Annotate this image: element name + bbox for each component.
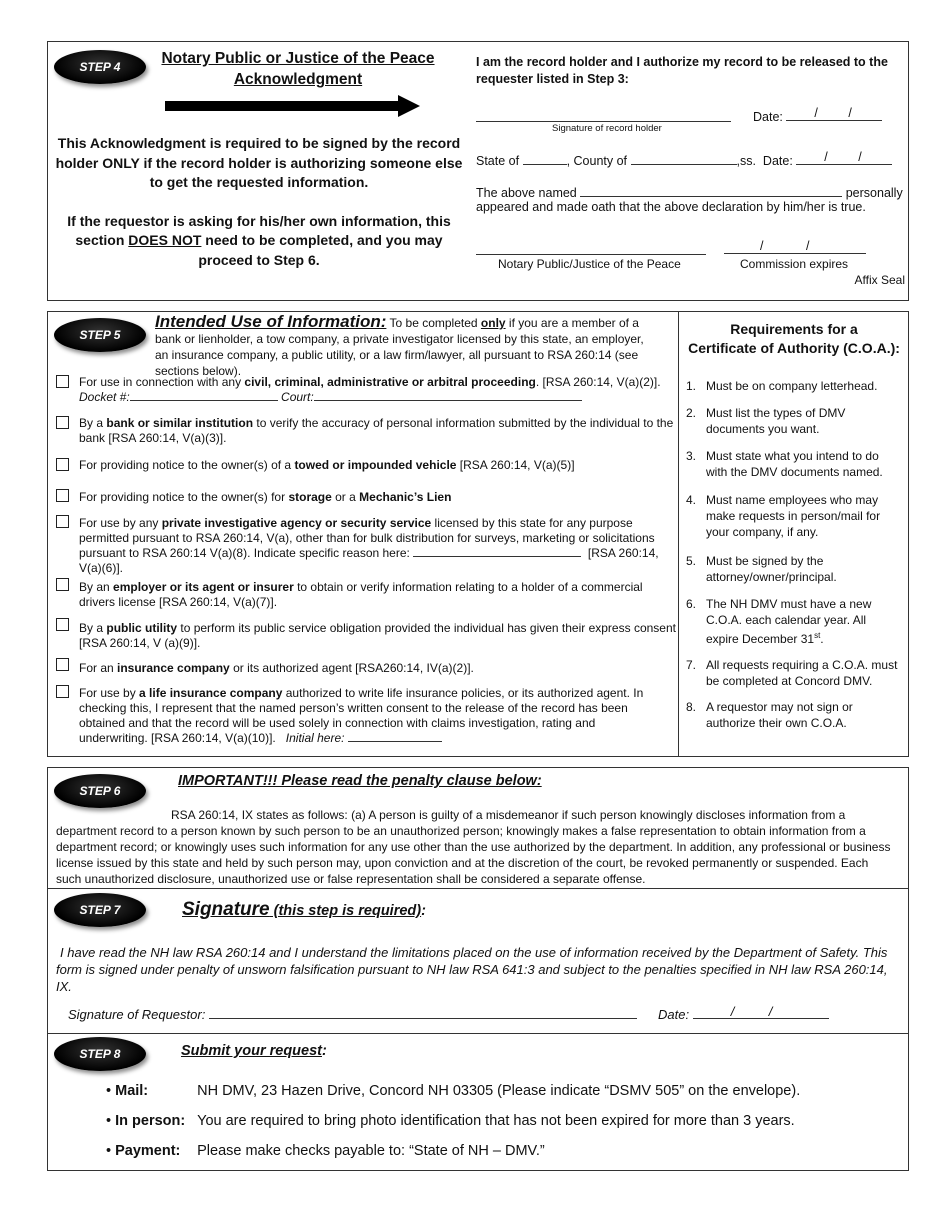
requirement-5: 5. Must be signed by the attorney/owner/principal.	[686, 554, 837, 584]
above-named-row: The above named personally	[476, 186, 903, 200]
notary-caption: Notary Public/Justice of the Peace	[498, 257, 681, 271]
option-legal-proceeding: For use in connection with any civil, criminal, administrative or arbitral proceeding. [RSA 260:14, V(a)(2)]. Docket #: Court:	[79, 375, 661, 404]
option-insurance-company: For an insurance company or its authorized agent [RSA260:14, IV(a)(2)].	[79, 661, 474, 675]
step4-para2: If the requestor is asking for his/her own information, this section DOES NOT need to be completed, and you may proceed to Step 6.	[67, 212, 451, 268]
step8-heading: Submit your request:	[181, 1043, 327, 1059]
specific-reason-field[interactable]	[413, 546, 581, 557]
checkbox-storage-lien[interactable]	[56, 489, 69, 502]
option-towed-vehicle: For providing notice to the owner(s) of a towed or impounded vehicle [RSA 260:14, V(a)(5)]	[79, 458, 575, 472]
acknowledgment-date-field[interactable]: / /	[796, 152, 892, 165]
requestor-date-row: Date: / /	[658, 1006, 829, 1022]
requirement-6: 6. The NH DMV must have a new C.O.A. each calendar year. All expire December 31st.	[686, 597, 872, 646]
submit-payment: • Payment: Please make checks payable to: “State of NH – DMV.”	[106, 1143, 545, 1159]
docket-field[interactable]	[130, 390, 278, 401]
initial-field[interactable]	[348, 731, 442, 742]
commission-caption: Commission expires	[740, 257, 849, 271]
requirement-1: 1. Must be on company letterhead.	[686, 379, 878, 393]
option-public-utility: By a public utility to perform its public service obligation provided the individual has given their express consent [RSA 260:14, V (a)(9)].	[79, 621, 676, 650]
court-field[interactable]	[314, 390, 582, 401]
step4-badge: STEP 4	[54, 50, 146, 84]
checkbox-public-utility[interactable]	[56, 618, 69, 631]
record-holder-signature-caption: Signature of record holder	[552, 123, 662, 134]
step7-divider	[48, 1033, 908, 1034]
checkbox-legal-proceeding[interactable]	[56, 375, 69, 388]
record-holder-signature-field[interactable]	[476, 120, 731, 122]
step4-section	[47, 41, 909, 301]
penalty-clause: RSA 260:14, IX states as follows: (a) A person is guilty of a misdemeanor if such person knowingly discloses information from a department record to a person known by such person to be an unauthorized person; knowingly makes a false representation to obtain information from a department record; or knowingly uses such information for any use other than the use authorized by the department. In addition, any professional or business license issued by this state and held by such person may, upon conviction and at the discretion of the court, be revoked permanently or suspended. Each such unauthorized disclosure, unauthorized use or false representation shall be considered a separate offense.	[56, 808, 891, 886]
step8-badge: STEP 8	[54, 1037, 146, 1071]
checkbox-private-investigator[interactable]	[56, 515, 69, 528]
step6-badge: STEP 6	[54, 774, 146, 808]
oath-text: appeared and made oath that the above declaration by him/her is true.	[476, 200, 866, 214]
checkbox-life-insurance[interactable]	[56, 685, 69, 698]
step4-title: Notary Public or Justice of the Peace Acknowledgment	[161, 50, 435, 88]
option-employer: By an employer or its agent or insurer to obtain or verify information relating to a holder of a commercial drivers license [RSA 260:14, V(a)(7)].	[79, 580, 643, 609]
checkbox-towed-vehicle[interactable]	[56, 458, 69, 471]
step4-para1: This Acknowledgment is required to be signed by the record holder ONLY if the record holder is authorizing someone else to get the requested information.	[55, 135, 463, 190]
requirement-3: 3. Must state what you intend to do with the DMV documents named.	[686, 449, 883, 479]
requestor-date-field[interactable]: / /	[693, 1006, 829, 1019]
step4-instructions	[54, 134, 464, 270]
step5-badge: STEP 5	[54, 318, 146, 352]
submit-mail: • Mail: NH DMV, 23 Hazen Drive, Concord NH 03305 (Please indicate “DSMV 505” on the envelope).	[106, 1083, 801, 1099]
requirement-2: 2. Must list the types of DMV documents you want.	[686, 406, 846, 436]
step5-section	[47, 311, 909, 757]
notary-signature-field[interactable]	[476, 253, 706, 255]
state-county-row: State of , County of ,ss. Date: / /	[476, 152, 892, 168]
requirement-8: 8. A requestor may not sign or authorize their own C.O.A.	[686, 700, 853, 730]
step7-heading: Signature (this step is required):	[182, 899, 426, 920]
requestor-signature-row: Signature of Requestor:	[68, 1006, 637, 1022]
record-holder-date-field[interactable]: / /	[786, 108, 882, 121]
step5-intro: Intended Use of Information: To be completed only if you are a member of a bank or lienholder, a tow company, a private investigator licensed by this state, an employer, an insurance company, a public utility, or a law firm/lawyer, all pursuant to RSA 260:14 (see sections below).	[155, 312, 644, 378]
requirement-4: 4. Must name employees who may make requests in person/mail for your company, if any.	[686, 493, 881, 539]
checkbox-bank[interactable]	[56, 416, 69, 429]
affix-seal-label: Affix Seal	[854, 273, 905, 287]
step7-badge: STEP 7	[54, 893, 146, 927]
checkbox-insurance-company[interactable]	[56, 658, 69, 671]
submit-in-person: • In person: You are required to bring photo identification that has not been expired for more than 3 years.	[106, 1113, 795, 1129]
arrow-right-icon	[165, 95, 420, 117]
option-private-investigator: For use by any private investigative agency or security service licensed by this state for any purpose permitted pursuant to RSA 260:14, V(a), other than for bulk distribution for surveys, marketing or solicitations pursuant to RSA 260:14 V(a)(8). Indicate specific reason here: [RSA 260:14, V(a)(6)].	[79, 516, 659, 575]
steps-6-8-section	[47, 767, 909, 1171]
checkbox-employer[interactable]	[56, 578, 69, 591]
requirements-title: Requirements for a Certificate of Authority (C.O.A.):	[688, 321, 900, 356]
county-field[interactable]	[631, 152, 737, 165]
record-holder-date: Date: / /	[753, 108, 882, 124]
requestor-signature-field[interactable]	[209, 1006, 637, 1019]
step6-heading: IMPORTANT!!! Please read the penalty clause below:	[178, 773, 542, 789]
option-bank: By a bank or similar institution to verify the accuracy of personal information submitted by the individual to the bank [RSA 260:14, V(a)(3)].	[79, 416, 674, 445]
commission-expires-field[interactable]: / /	[724, 241, 866, 257]
above-named-field[interactable]	[580, 184, 842, 197]
state-field[interactable]	[523, 152, 567, 165]
record-holder-heading: I am the record holder and I authorize my record to be released to the requester listed in Step 3:	[476, 55, 888, 86]
requirement-7: 7. All requests requiring a C.O.A. must be completed at Concord DMV.	[686, 658, 898, 688]
step5-heading: Intended Use of Information:	[155, 312, 387, 331]
option-life-insurance: For use by a life insurance company authorized to write life insurance policies, or its authorized agent. In checking this, I represent that the named person’s written consent to the release of the record has been obtained and that the record will be used solely in connection with claims investigation, rating and underwriting. [RSA 260:14, V(a)(10)]. Initial here:	[79, 686, 644, 745]
step6-divider	[48, 888, 908, 889]
certification-text: I have read the NH law RSA 260:14 and I understand the limitations placed on the use of information received by the Department of Safety. This form is signed under penalty of unsworn falsification pursuant to NH law RSA 641:3 and subject to the penalties specified in NH law RSA 260:14, IX.	[56, 945, 888, 994]
option-storage-lien: For providing notice to the owner(s) for storage or a Mechanic’s Lien	[79, 490, 452, 504]
